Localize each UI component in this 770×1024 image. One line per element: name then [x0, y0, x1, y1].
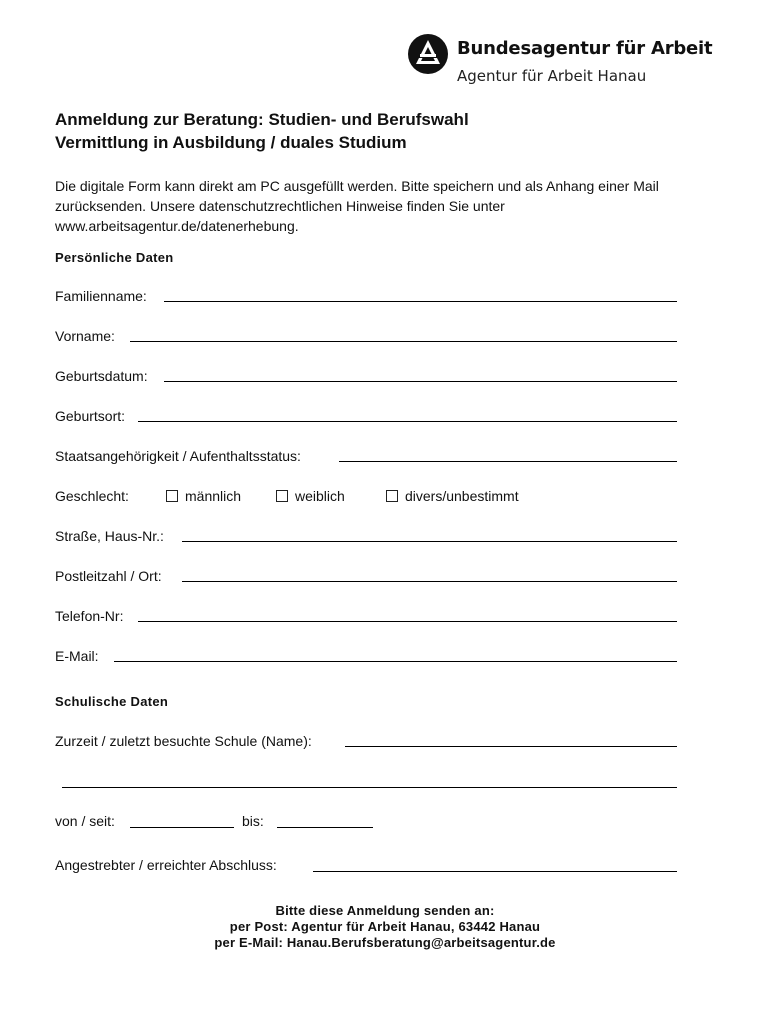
- bis-field[interactable]: [277, 827, 373, 828]
- plz-ort-field[interactable]: [182, 581, 677, 582]
- geburtsort-field[interactable]: [138, 421, 677, 422]
- intro-text: Die digitale Form kann direkt am PC ausgefüllt werden. Bitte speichern und als Anhang einer Mail zurücksenden. Unsere datenschutzrechtlichen Hinweise finden Sie unter www.arbeitsagentur.de/datenerhebung.: [55, 178, 659, 234]
- abschluss-label: Angestrebter / erreichter Abschluss:: [55, 857, 277, 873]
- geschlecht-label: Geschlecht:: [55, 488, 129, 504]
- vorname-label: Vorname:: [55, 328, 115, 344]
- checkbox-icon[interactable]: [276, 490, 288, 502]
- staatsangehoerigkeit-field[interactable]: [339, 461, 677, 462]
- telefon-label: Telefon-Nr:: [55, 608, 124, 624]
- schule-field[interactable]: [345, 746, 677, 747]
- geburtsort-label: Geburtsort:: [55, 408, 126, 424]
- von-seit-label: von / seit:: [55, 813, 115, 829]
- footer-post: per Post: Agentur für Arbeit Hanau, 63442 Hanau: [229, 919, 541, 934]
- staatsangehoerigkeit-label: Staatsangehörigkeit / Aufenthaltsstatus:: [55, 448, 301, 464]
- section-heading-school: Schulische Daten: [55, 694, 169, 709]
- gender-option-maennlich[interactable]: männlich: [166, 488, 241, 504]
- footer-heading: Bitte diese Anmeldung senden an:: [275, 903, 495, 918]
- page-title: Anmeldung zur Beratung: Studien- und Berufswahl: [55, 110, 469, 129]
- brand-subtitle: Agentur für Arbeit Hanau: [457, 67, 647, 85]
- von-seit-field[interactable]: [130, 827, 234, 828]
- vorname-field[interactable]: [130, 341, 677, 342]
- checkbox-icon[interactable]: [386, 490, 398, 502]
- telefon-field[interactable]: [138, 621, 677, 622]
- strasse-field[interactable]: [182, 541, 677, 542]
- gender-option-weiblich[interactable]: weiblich: [276, 488, 345, 504]
- familienname-field[interactable]: [164, 301, 677, 302]
- footer-email: per E-Mail: Hanau.Berufsberatung@arbeitsagentur.de: [214, 935, 556, 950]
- familienname-label: Familienname:: [55, 288, 147, 304]
- ba-logo-icon: [407, 33, 449, 75]
- email-label: E-Mail:: [55, 648, 99, 664]
- abschluss-field[interactable]: [313, 871, 677, 872]
- section-heading-personal: Persönliche Daten: [55, 250, 174, 265]
- schule-field-line-2[interactable]: [62, 787, 677, 788]
- gender-option-divers[interactable]: divers/unbestimmt: [386, 488, 519, 504]
- bis-label: bis:: [242, 813, 264, 829]
- geburtsdatum-field[interactable]: [164, 381, 677, 382]
- schule-label: Zurzeit / zuletzt besuchte Schule (Name):: [55, 733, 312, 749]
- geburtsdatum-label: Geburtsdatum:: [55, 368, 148, 384]
- logo: [407, 33, 713, 88]
- page-subtitle: Vermittlung in Ausbildung / duales Studium: [55, 133, 407, 152]
- brand-name: Bundesagentur für Arbeit: [457, 38, 713, 59]
- checkbox-icon[interactable]: [166, 490, 178, 502]
- strasse-label: Straße, Haus-Nr.:: [55, 528, 164, 544]
- plz-ort-label: Postleitzahl / Ort:: [55, 568, 162, 584]
- email-field[interactable]: [114, 661, 677, 662]
